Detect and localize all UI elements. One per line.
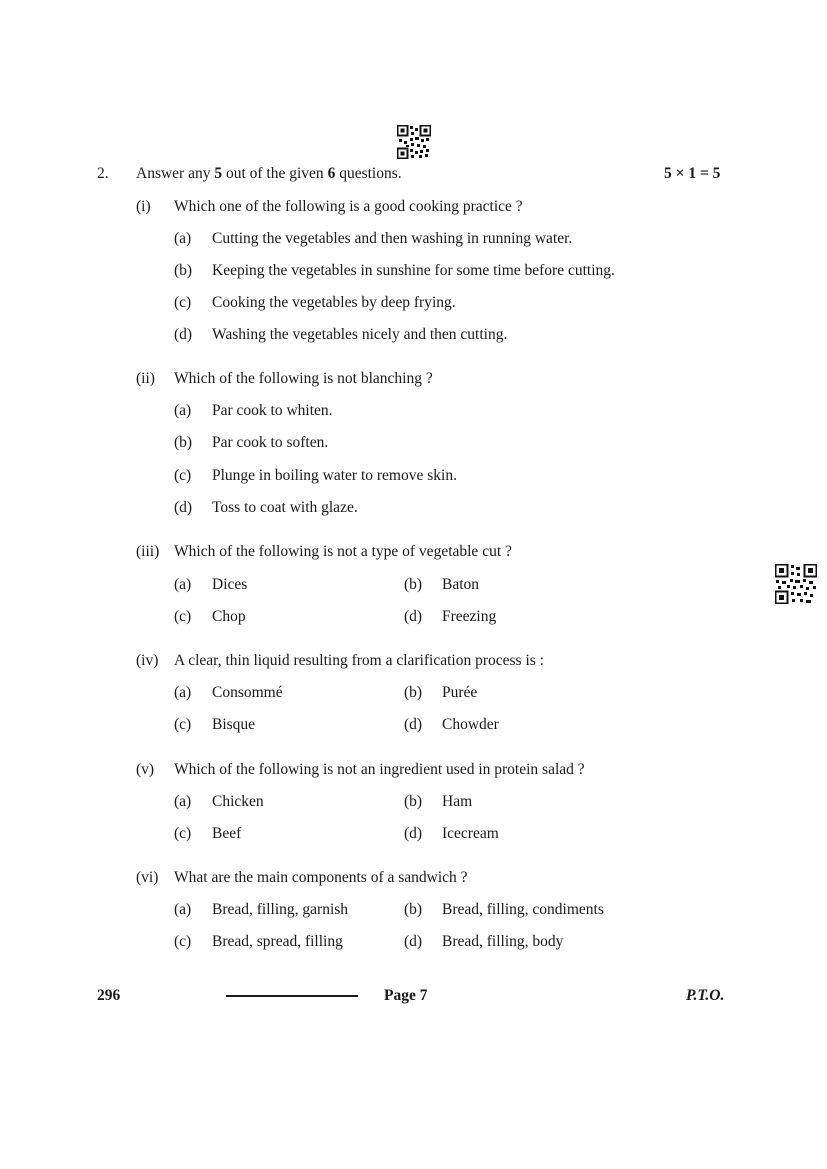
option-label: (c) (174, 933, 192, 950)
option-text: Freezing (442, 608, 497, 625)
paper-code: 296 (97, 987, 121, 1004)
option-label: (b) (404, 793, 423, 810)
option-text: Bisque (212, 716, 256, 733)
question-instruction: Answer any 5 out of the given 6 questions. (136, 165, 402, 182)
subquestion-text: A clear, thin liquid resulting from a clarification process is : (174, 652, 544, 669)
option-label: (a) (174, 901, 192, 918)
option-text: Purée (442, 684, 478, 701)
footer-rule (226, 995, 358, 997)
option-label: (d) (174, 326, 193, 343)
marks-allocation: 5 × 1 = 5 (664, 165, 721, 182)
subquestion-label: (iv) (136, 652, 159, 669)
option-text: Ham (442, 793, 473, 810)
subquestion-text: Which of the following is not an ingredient used in protein salad ? (174, 761, 585, 778)
option-label: (b) (174, 262, 193, 279)
subquestion-label: (i) (136, 198, 151, 215)
option-label: (d) (174, 499, 193, 516)
option-label: (b) (404, 901, 423, 918)
subquestion-text: Which one of the following is a good cooking practice ? (174, 198, 523, 215)
option-label: (d) (404, 825, 423, 842)
please-turn-over: P.T.O. (686, 987, 725, 1004)
option-text: Bread, filling, condiments (442, 901, 604, 918)
option-label: (d) (404, 716, 423, 733)
subquestion-label: (vi) (136, 869, 159, 886)
option-label: (d) (404, 608, 423, 625)
page-number: Page 7 (384, 987, 428, 1004)
option-text: Par cook to whiten. (212, 402, 333, 419)
option-text: Chop (212, 608, 246, 625)
option-text: Dices (212, 576, 248, 593)
question-number: 2. (97, 165, 109, 182)
subquestion-text: Which of the following is not a type of vegetable cut ? (174, 543, 512, 560)
option-text: Bread, filling, garnish (212, 901, 349, 918)
option-label: (a) (174, 576, 192, 593)
subquestion-text: What are the main components of a sandwich ? (174, 869, 468, 886)
option-text: Par cook to soften. (212, 434, 329, 451)
option-text: Keeping the vegetables in sunshine for some time before cutting. (212, 262, 615, 279)
option-label: (a) (174, 402, 192, 419)
option-label: (c) (174, 294, 192, 311)
option-label: (b) (174, 434, 193, 451)
option-text: Beef (212, 825, 242, 842)
qr-code-side (775, 564, 817, 604)
option-text: Cutting the vegetables and then washing in running water. (212, 230, 573, 247)
subquestion-label: (v) (136, 761, 155, 778)
option-text: Icecream (442, 825, 499, 842)
option-text: Consommé (212, 684, 283, 701)
option-label: (b) (404, 684, 423, 701)
option-label: (c) (174, 716, 192, 733)
qr-code-top (397, 125, 431, 159)
option-label: (a) (174, 793, 192, 810)
subquestion-label: (iii) (136, 543, 160, 560)
subquestion-label: (ii) (136, 370, 155, 387)
option-label: (c) (174, 467, 192, 484)
option-label: (d) (404, 933, 423, 950)
option-label: (a) (174, 684, 192, 701)
option-text: Chowder (442, 716, 499, 733)
option-text: Plunge in boiling water to remove skin. (212, 467, 457, 484)
option-text: Toss to coat with glaze. (212, 499, 358, 516)
option-text: Bread, filling, body (442, 933, 564, 950)
option-text: Chicken (212, 793, 264, 810)
option-text: Cooking the vegetables by deep frying. (212, 294, 456, 311)
option-text: Washing the vegetables nicely and then cutting. (212, 326, 508, 343)
subquestion-text: Which of the following is not blanching ? (174, 370, 433, 387)
option-label: (a) (174, 230, 192, 247)
option-text: Baton (442, 576, 480, 593)
option-label: (c) (174, 825, 192, 842)
option-text: Bread, spread, filling (212, 933, 343, 950)
option-label: (b) (404, 576, 423, 593)
option-label: (c) (174, 608, 192, 625)
